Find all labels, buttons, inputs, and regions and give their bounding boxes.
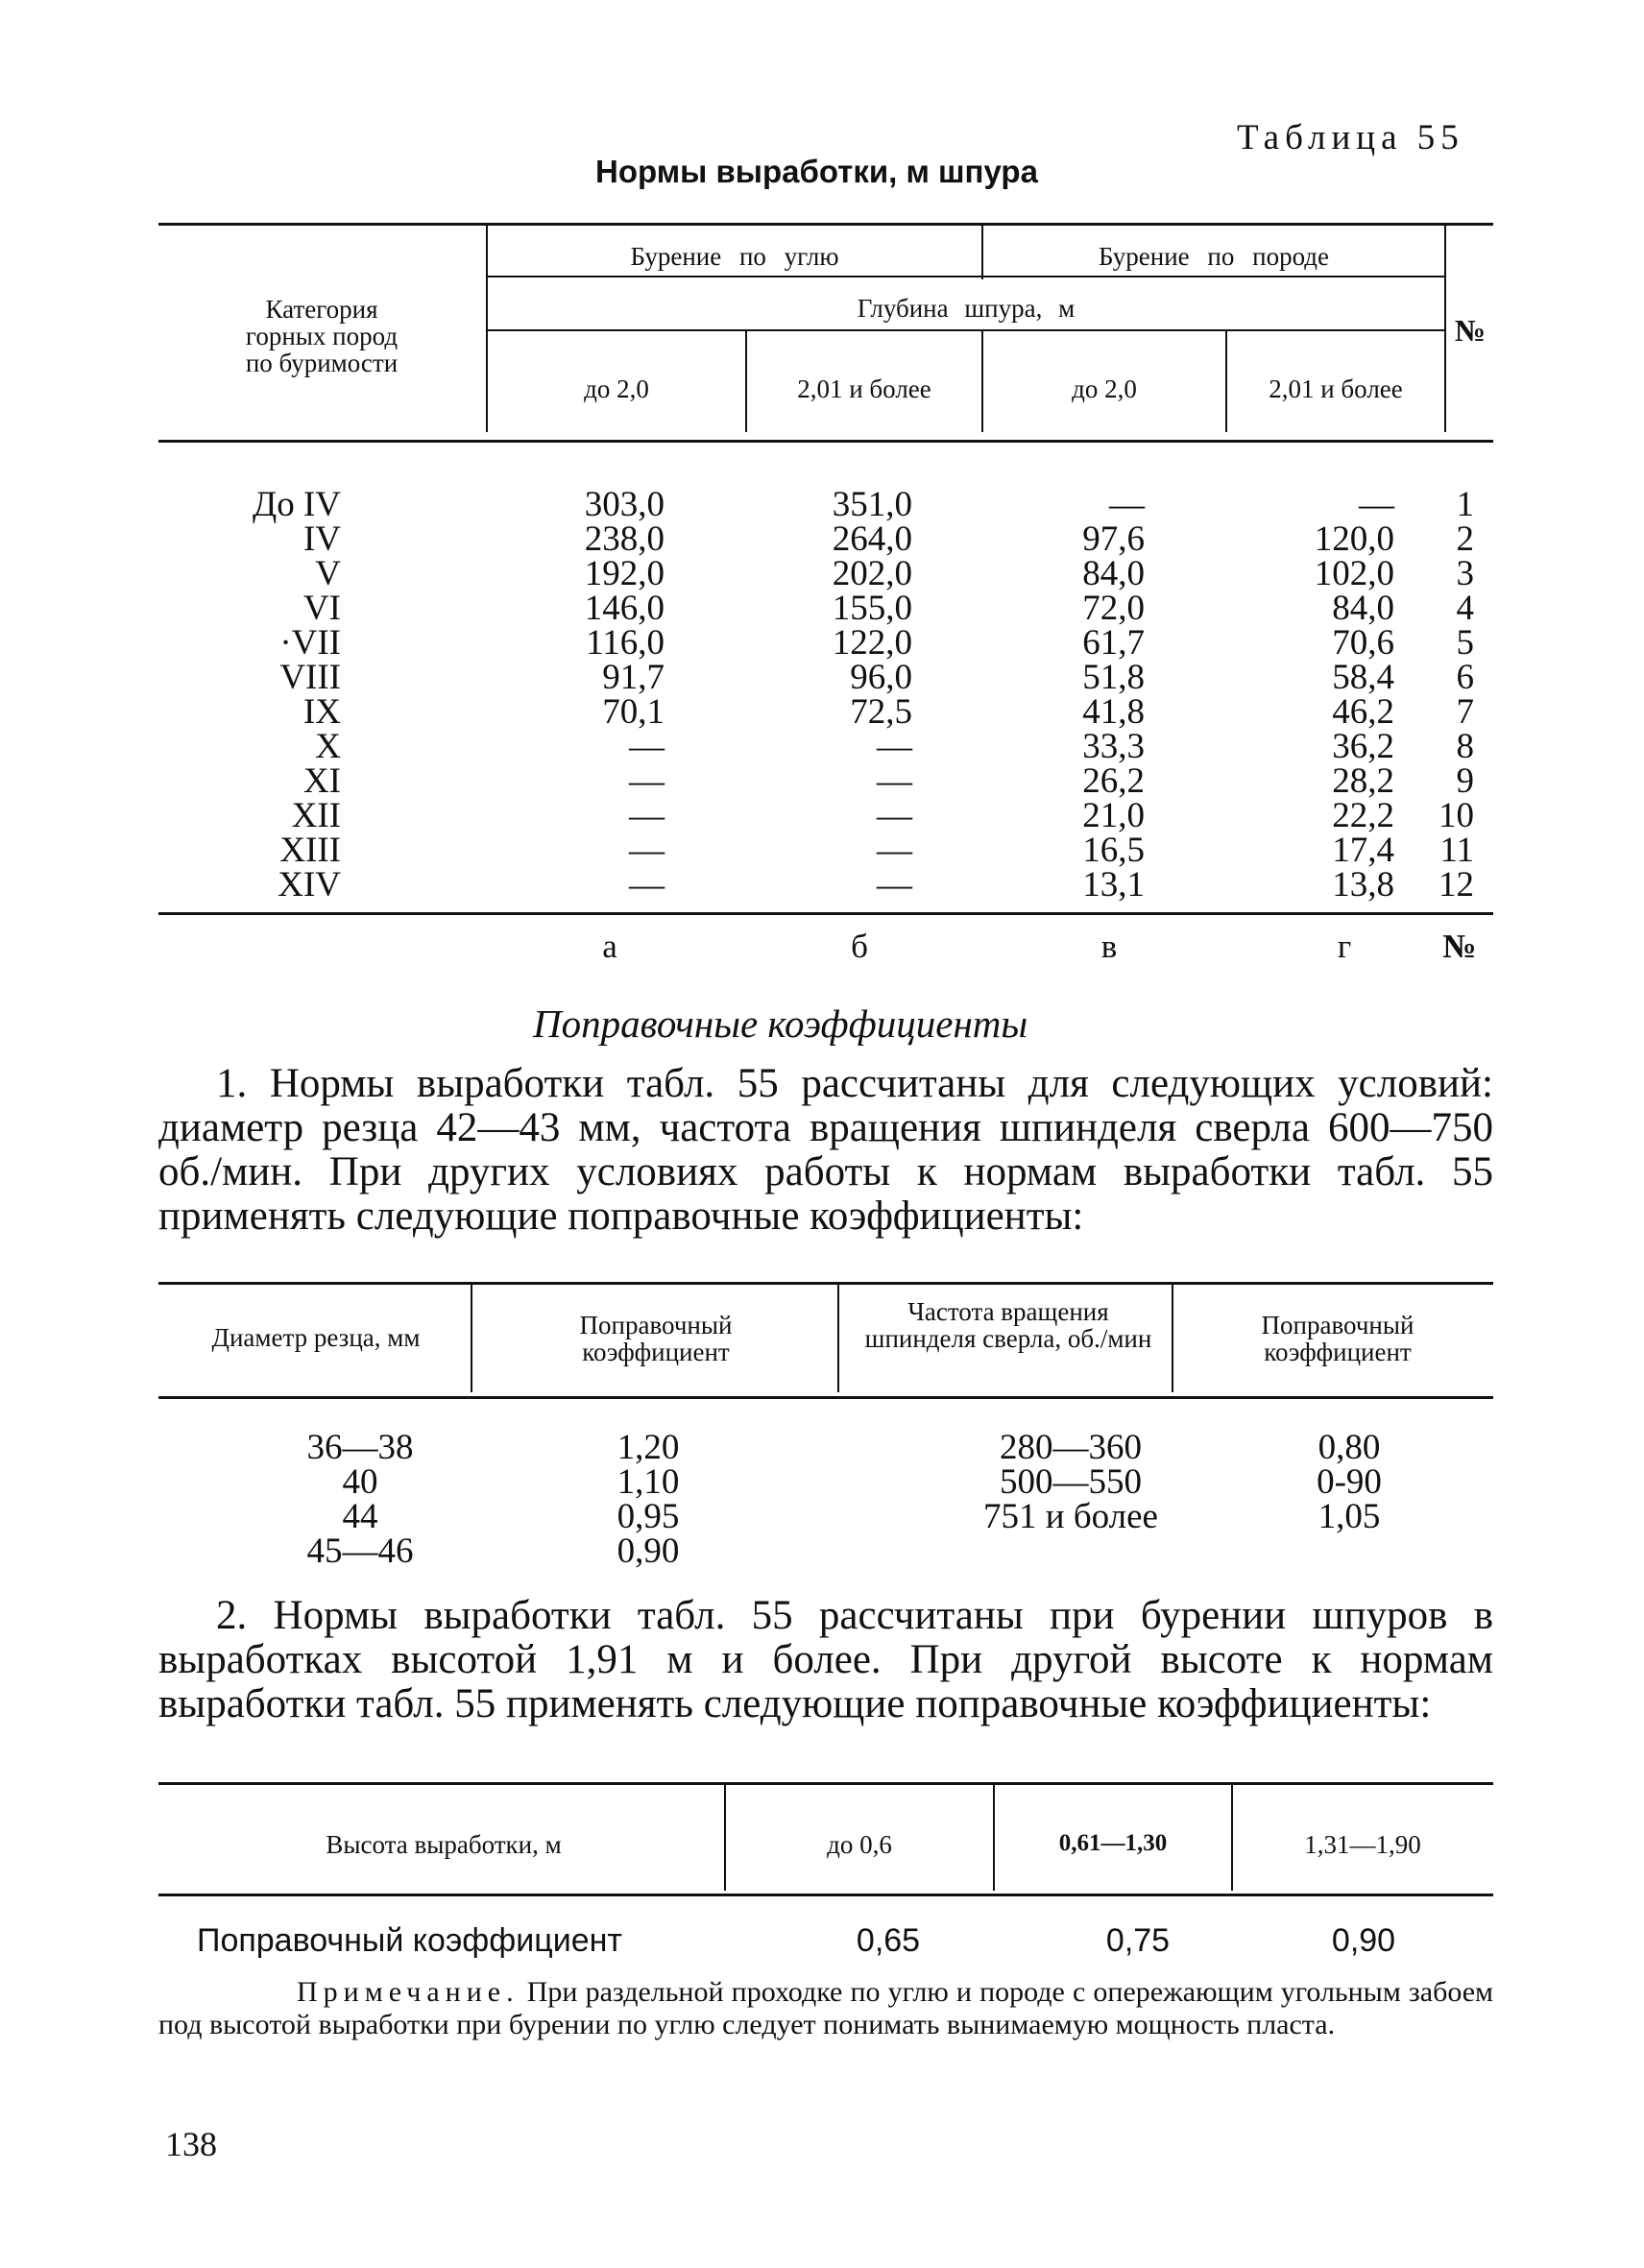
height-col-header: до 0,6 [827,1830,892,1859]
value-cell: 17,4 [1332,831,1394,870]
depth-header: Глубина шпура, м [857,294,1076,323]
column-letter: № [1442,928,1477,965]
page-number: 138 [165,2125,217,2163]
table-row [158,1534,1493,1569]
value-cell: 70,1 [602,692,665,732]
value-cell: 303,0 [584,485,665,524]
value-cell: 16,5 [1082,831,1145,870]
value-cell: 96,0 [850,658,912,697]
row-number: 2 [1456,519,1474,559]
height-row-label: Поправочный коэффициент [197,1922,622,1959]
coef-col-divider [471,1285,472,1392]
value-cell: 13,8 [1332,865,1394,905]
category-cell: X [315,727,341,766]
section-title: Поправочные коэффициенты [533,1001,1028,1046]
category-cell: IV [302,519,341,559]
coef-cell: 40 [342,1462,378,1502]
row-number: 4 [1456,589,1474,628]
coef-cell: 280—360 [1000,1428,1142,1467]
table-row [158,865,1493,905]
category-header [163,296,480,376]
main-header-bottom-rule [158,440,1493,443]
row-number: 12 [1438,865,1474,905]
coef-header: Диаметр резца, мм [211,1323,421,1352]
height-coef-value: 0,65 [856,1922,921,1959]
category-cell: IX [302,692,341,732]
row-number: 3 [1456,554,1474,593]
value-cell: — [1109,485,1145,524]
table-row [158,727,1493,766]
coef-col-divider [837,1285,839,1392]
paragraph-2: 2. Нормы выработки табл. 55 рассчитаны при бурении шпуров в выработках высотой 1,91 м и более. При другой высоте к нормам выработки табл. 55 применять следующие поправочные коэффициенты: [158,1593,1493,1726]
category-cell: VI [302,589,341,628]
value-cell: 26,2 [1082,761,1145,801]
category-cell: ·VII [279,623,341,663]
depth-sub-header: 2,01 и более [1269,374,1403,403]
value-cell: 84,0 [1332,589,1394,628]
value-cell: 155,0 [832,589,912,628]
table-row [158,1497,1493,1536]
main-table-bottom-rule [158,912,1493,915]
category-header-line: по буримости [245,349,399,377]
coef-header: Поправочный коэффициент [1261,1311,1414,1366]
table-row [158,1428,1493,1467]
height-header: Высота выработки, м [326,1830,562,1859]
height-table-top-rule [158,1782,1493,1785]
coef-header: Частота вращения шпинделя сверла, об./мин [864,1297,1152,1353]
coef-cell: 36—38 [306,1428,414,1467]
value-cell: 13,1 [1082,865,1145,905]
coef-cell: 45—46 [306,1532,414,1571]
row-number: 8 [1456,727,1474,766]
category-cell: XII [291,796,341,835]
value-cell: 351,0 [832,485,912,524]
table-row [158,658,1493,697]
coef-cell: 0-90 [1317,1462,1382,1502]
coef-header: Поправочный коэффициент [579,1311,733,1366]
coef-cell: 1,10 [616,1462,680,1502]
table-row [158,796,1493,835]
value-cell: 36,2 [1332,727,1394,766]
value-cell: 70,6 [1332,623,1394,663]
value-cell: 116,0 [586,623,665,663]
value-cell: — [877,865,912,905]
value-cell: 146,0 [584,589,665,628]
value-cell: 122,0 [832,623,912,663]
value-cell: 51,8 [1082,658,1145,697]
table-row [158,623,1493,663]
coef-cell: 0,95 [616,1497,680,1536]
value-cell: — [877,831,912,870]
category-cell: VIII [279,658,341,697]
value-cell: 84,0 [1082,554,1145,593]
main-table-footer [158,928,1493,966]
value-cell: — [629,831,665,870]
value-cell: 192,0 [584,554,665,593]
value-cell: 91,7 [602,658,665,697]
category-cell: До IV [252,485,341,524]
value-cell: 46,2 [1332,692,1394,732]
value-cell: 238,0 [584,519,665,559]
table-row [158,833,1493,868]
value-cell: 33,3 [1082,727,1145,766]
coef-cell: 1,20 [616,1428,680,1467]
height-table-bottom-rule [158,1894,1493,1896]
row-number: 1 [1456,485,1474,524]
depth-sub-header: 2,01 и более [797,374,931,403]
depth-sub-header: до 2,0 [584,374,649,403]
coal-drilling-header: Бурение по углю [630,242,839,271]
coef-table-header-rule [158,1396,1493,1399]
row-number: 9 [1456,761,1474,801]
value-cell: 120,0 [1314,519,1394,559]
height-coef-row [158,1922,1493,1961]
coef-table-top-rule [158,1282,1493,1285]
column-letter: г [1337,928,1352,965]
value-cell: 202,0 [832,554,912,593]
category-cell: XIV [278,865,341,905]
table-row [158,1462,1493,1502]
height-coef-value: 0,75 [1105,1922,1171,1959]
value-cell: — [629,796,665,835]
main-table-top-rule [158,223,1493,226]
coef-cell: 500—550 [1000,1462,1142,1502]
value-cell: — [877,796,912,835]
table-row [158,692,1493,732]
value-cell: 102,0 [1314,554,1394,593]
value-cell: — [629,727,665,766]
row-number: 10 [1438,796,1474,835]
row-number: 7 [1456,692,1474,732]
coef-cell: 0,80 [1318,1428,1381,1467]
main-header-rule [488,329,1444,331]
coef-col-divider [1172,1285,1173,1392]
height-col-header: 1,31—1,90 [1304,1830,1421,1859]
category-header-line: Категория [265,295,378,324]
row-number: 5 [1456,623,1474,663]
table-label: Таблица 55 [1237,118,1464,157]
height-coef-value: 0,90 [1331,1922,1396,1959]
value-cell: — [877,727,912,766]
category-cell: XIII [279,831,341,870]
number-header: № [1454,313,1487,348]
table-row [158,485,1493,524]
value-cell: 72,0 [1082,589,1145,628]
coef-cell: 751 и более [983,1497,1158,1536]
table-row [158,591,1493,626]
column-letter: а [602,928,617,965]
value-cell: — [629,761,665,801]
note [158,1976,1493,2041]
height-col-header: 0,61—1,30 [1058,1830,1168,1856]
row-number: 6 [1456,658,1474,697]
table-title: Нормы выработки, м шпура [595,154,1038,189]
table-row [158,761,1493,801]
category-header-line: горных пород [245,322,399,350]
value-cell: — [629,865,665,905]
value-cell: 28,2 [1332,761,1394,801]
value-cell: 264,0 [832,519,912,559]
coef-cell: 44 [342,1497,378,1536]
row-number: 11 [1439,831,1474,870]
depth-sub-header: до 2,0 [1072,374,1137,403]
table-row [158,519,1493,559]
category-cell: V [315,554,341,593]
coef-cell: 0,90 [616,1532,680,1571]
column-letter: в [1100,928,1118,965]
value-cell: 21,0 [1082,796,1145,835]
value-cell: 22,2 [1332,796,1394,835]
main-header-rule [488,276,1444,277]
value-cell: — [1359,485,1394,524]
value-cell: — [877,761,912,801]
main-table-body [158,485,1493,905]
column-letter: б [851,928,868,965]
value-cell: 72,5 [850,692,912,732]
coef-table-body [158,1428,1493,1571]
value-cell: 97,6 [1082,519,1145,559]
coef-cell: 1,05 [1318,1497,1381,1536]
value-cell: 58,4 [1332,658,1394,697]
rock-drilling-header: Бурение по породе [1098,242,1330,271]
value-cell: 41,8 [1082,692,1145,732]
note-label: Примечание. [297,1976,520,2008]
note-text: При раздельной проходке по углю и породе с опережающим угольным забоем под высотой выработки при бурении по углю следует понимать вынимаемую мощность пласта. [158,1976,1494,2040]
category-cell: XI [302,761,341,801]
value-cell: 61,7 [1082,623,1145,663]
table-row [158,554,1493,593]
paragraph-1: 1. Нормы выработки табл. 55 рассчитаны для следующих условий: диаметр резца 42—43 мм, частота вращения шпинделя сверла 600—750 об./мин. При других условиях работы к нормам выработки табл. 55 применять следующие поправочные коэффициенты: [158,1061,1493,1239]
